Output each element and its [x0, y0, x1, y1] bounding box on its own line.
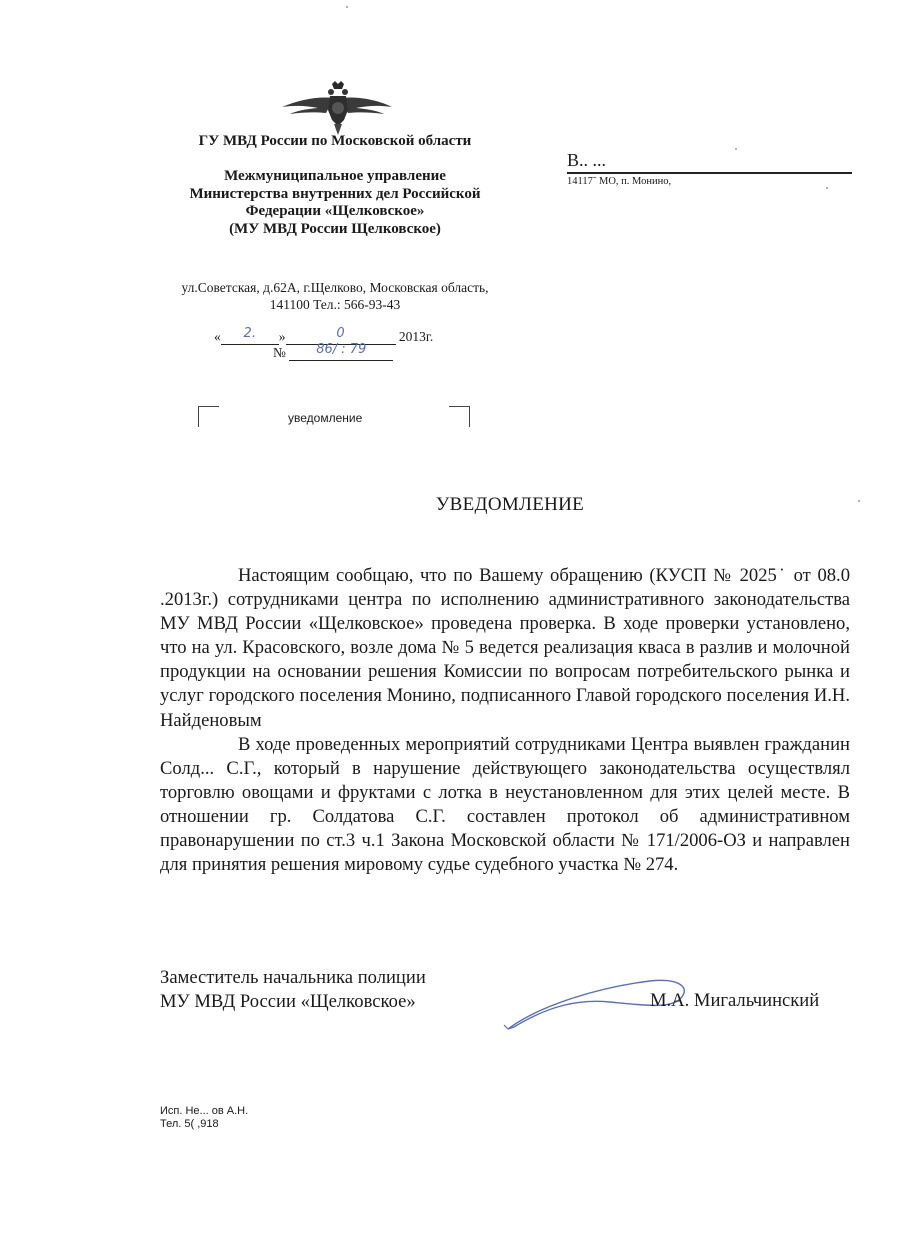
department-name [150, 168, 520, 238]
date-day-field [221, 326, 279, 345]
subject-text: уведомление [288, 411, 363, 425]
document-body [160, 564, 850, 877]
date-month-handwritten: 0 [336, 326, 345, 341]
position-line: МУ МВД России «Щелковское» [160, 991, 416, 1012]
department-line: Межмуниципальное управление [224, 168, 446, 184]
scan-speck [735, 148, 737, 150]
date-close-quote: » [278, 329, 286, 344]
bracket-corner-right [449, 406, 470, 427]
body-paragraph: В ходе проведенных мероприятий сотрудниками Центра выявлен гражданин Солд... С.Г., который в нарушение действующего законодательства осуществлял торговлю овощами и фруктами с лотка в неустановленном для этих целей месте. В отношении гр. Солдатова С.Г. составлен протокол об административном правонарушении по ст.3 ч.1 Закона Московской области № 171/2006-ОЗ и направлен для принятия решения мировому судье судебного участка № 274. [160, 733, 850, 876]
address-line: ул.Советская, д.62А, г.Щелково, Московская область, [181, 280, 489, 295]
department-line: Федерации «Щелковское» [245, 203, 425, 219]
department-line: Министерства внутренних дел Российской [189, 185, 481, 202]
address-line: 141100 Тел.: 566-93-43 [269, 297, 401, 312]
recipient-name: В.. ... [567, 150, 852, 174]
scan-speck [858, 500, 860, 502]
date-day-handwritten: 2. [243, 326, 256, 341]
subject-box [198, 406, 470, 430]
scan-speck [346, 6, 348, 8]
scan-speck [826, 187, 828, 189]
recipient-address: 14117˜ МО, п. Монино, [567, 176, 672, 187]
recipient-block [567, 150, 852, 187]
double-headed-eagle-emblem-icon [278, 80, 396, 138]
bracket-corner-left [198, 406, 219, 427]
number-field [289, 342, 393, 361]
number-handwritten: 86/ : 79 [316, 342, 367, 357]
executor-phone: Тел. 5( ,918 [160, 1118, 219, 1130]
executor-name: Исп. Не... ов А.Н. [160, 1105, 249, 1117]
department-line: (МУ МВД России Щелковское) [229, 220, 441, 237]
signatory-position [160, 966, 426, 1014]
executor-info [160, 1105, 248, 1131]
date-year: 2013г. [398, 329, 434, 344]
document-number [273, 342, 393, 361]
position-line: Заместитель начальника полиции [160, 967, 426, 988]
agency-name: ГУ МВД России по Московской области [198, 133, 472, 149]
signatory-name: М.А. Мигальчинский [650, 990, 820, 1011]
department-address [150, 279, 520, 313]
body-paragraph: Настоящим сообщаю, что по Вашему обращению (КУСП № 2025˙ от 08.0 .2013г.) сотрудниками центра по исполнению административного законодательства МУ МВД России «Щелковское» проведена проверка. В ходе проверки установлено, что на ул. Красовского, возле дома № 5 ведется реализация кваса в разлив и молочной продукции на основании решения Комиссии по вопросам потребительского рынка и услуг городского поселения Монино, подписанного Главой городского поселения И.Н. Найденовым [160, 565, 850, 731]
number-label: № [273, 345, 286, 360]
date-open-quote: « [214, 329, 221, 344]
document-title: УВЕДОМЛЕНИЕ [435, 494, 585, 515]
